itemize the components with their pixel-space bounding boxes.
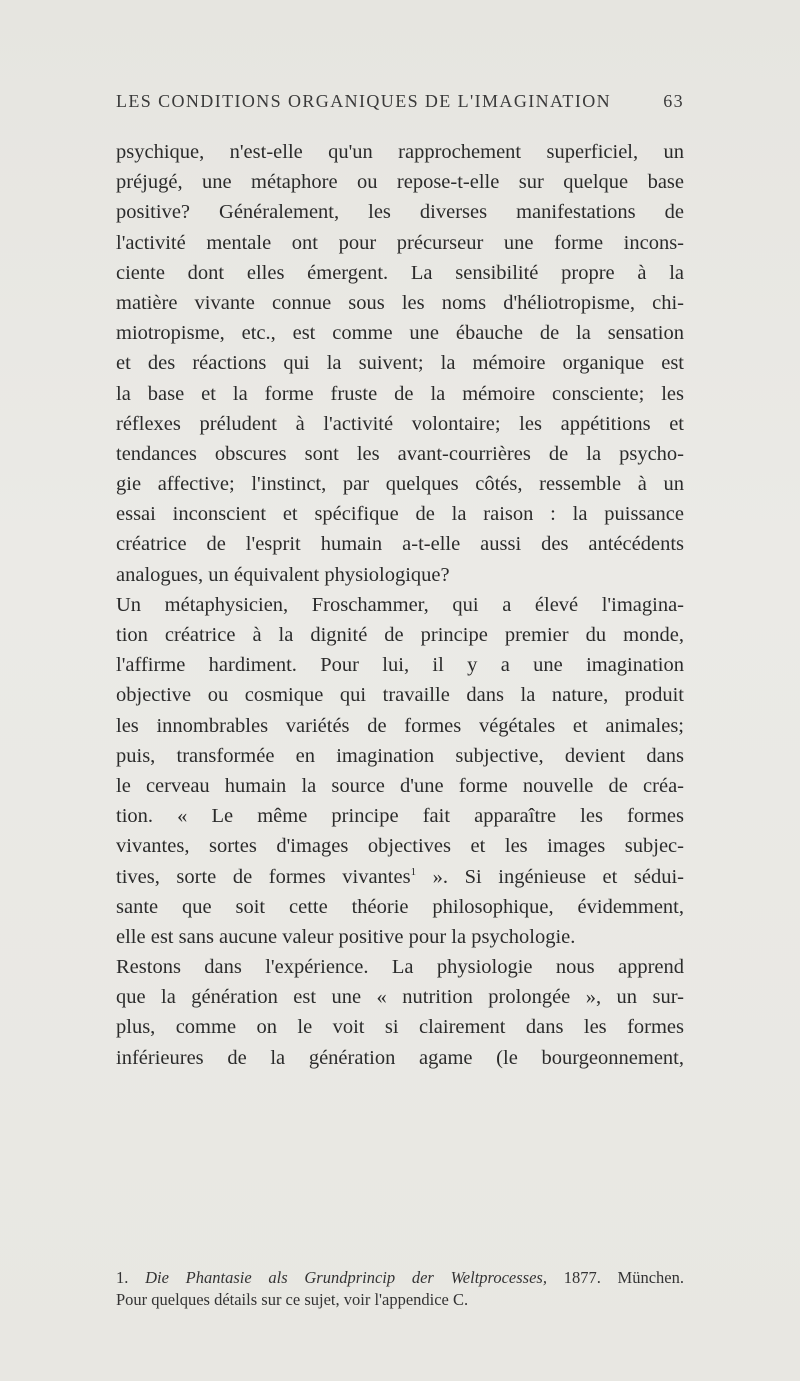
text-line: réflexes préludent à l'activité volontaire; les appétitions et — [116, 412, 684, 435]
text-line: vivantes, sortes d'images objectives et les images subjec- — [116, 835, 684, 858]
text-line: tendances obscures sont les avant-courrières de la psycho- — [116, 442, 684, 465]
text-segment: ». Si ingénieuse et sédui- — [416, 865, 684, 888]
text-line: Un métaphysicien, Froschammer, qui a élevé l'imagina- — [116, 593, 684, 616]
text-line: que la génération est une « nutrition prolongée », un sur- — [116, 986, 684, 1009]
footnote-number: 1. — [116, 1268, 129, 1287]
body-text — [116, 137, 684, 1073]
text-line: Restons dans l'expérience. La physiologie nous apprend — [116, 956, 684, 979]
text-line: analogues, un équivalent physiologique? — [116, 563, 450, 586]
text-line: matière vivante connue sous les noms d'héliotropisme, chi- — [116, 291, 684, 314]
text-line: psychique, n'est-elle qu'un rapprochement superficiel, un — [116, 141, 684, 163]
text-line: plus, comme on le voit si clairement dans les formes — [116, 1016, 684, 1039]
text-line: sante que soit cette théorie philosophique, évidemment, — [116, 895, 684, 918]
text-line: ciente dont elles émergent. La sensibilité propre à la — [116, 261, 684, 284]
text-line: miotropisme, etc., est comme une ébauche de la sensation — [116, 322, 684, 345]
text-line: et des réactions qui la suivent; la mémoire organique est — [116, 352, 684, 375]
text-line: préjugé, une métaphore ou repose-t-elle sur quelque base — [116, 171, 684, 194]
text-segment: tives, sorte de formes vivantes — [116, 865, 411, 888]
footnote-text: 1877. München. — [546, 1268, 684, 1287]
text-line: gie affective; l'instinct, par quelques côtés, ressemble à un — [116, 473, 684, 496]
text-line: l'activité mentale ont pour précurseur une forme incons- — [116, 231, 684, 254]
footnote-title: Die Phantasie als Grundprincip der Weltprocesses, — [145, 1268, 547, 1287]
text-line: créatrice de l'esprit humain a-t-elle aussi des antécédents — [116, 533, 684, 556]
text-line: objective ou cosmique qui travaille dans la nature, produit — [116, 684, 684, 707]
text-line-with-footnote-ref — [116, 862, 684, 892]
page-number: 63 — [663, 91, 684, 111]
text-line: puis, transformée en imagination subjective, devient dans — [116, 744, 684, 767]
text-line: tion. « Le même principe fait apparaître les formes — [116, 805, 684, 828]
text-line: elle est sans aucune valeur positive pour la psychologie. — [116, 925, 576, 948]
running-header — [116, 91, 684, 119]
text-line: la base et la forme fruste de la mémoire consciente; les — [116, 382, 684, 405]
text-line: positive? Généralement, les diverses manifestations de — [116, 201, 684, 224]
footnote — [116, 1267, 684, 1311]
text-line: le cerveau humain la source d'une forme nouvelle de créa- — [116, 774, 684, 797]
text-line: essai inconscient et spécifique de la raison : la puissance — [116, 503, 684, 526]
text-line: tion créatrice à la dignité de principe premier du monde, — [116, 624, 684, 646]
text-line: l'affirme hardiment. Pour lui, il y a une imagination — [116, 654, 684, 677]
footnote-line: Pour quelques détails sur ce sujet, voir l'appendice C. — [116, 1290, 469, 1309]
footnote-line — [116, 1267, 684, 1289]
running-title: LES CONDITIONS ORGANIQUES DE L'IMAGINATION — [116, 91, 612, 111]
text-line: inférieures de la génération agame (le bourgeonnement, — [116, 1046, 684, 1069]
footnote-marker: 1 — [410, 865, 417, 878]
text-line: les innombrables variétés de formes végétales et animales; — [116, 714, 684, 737]
